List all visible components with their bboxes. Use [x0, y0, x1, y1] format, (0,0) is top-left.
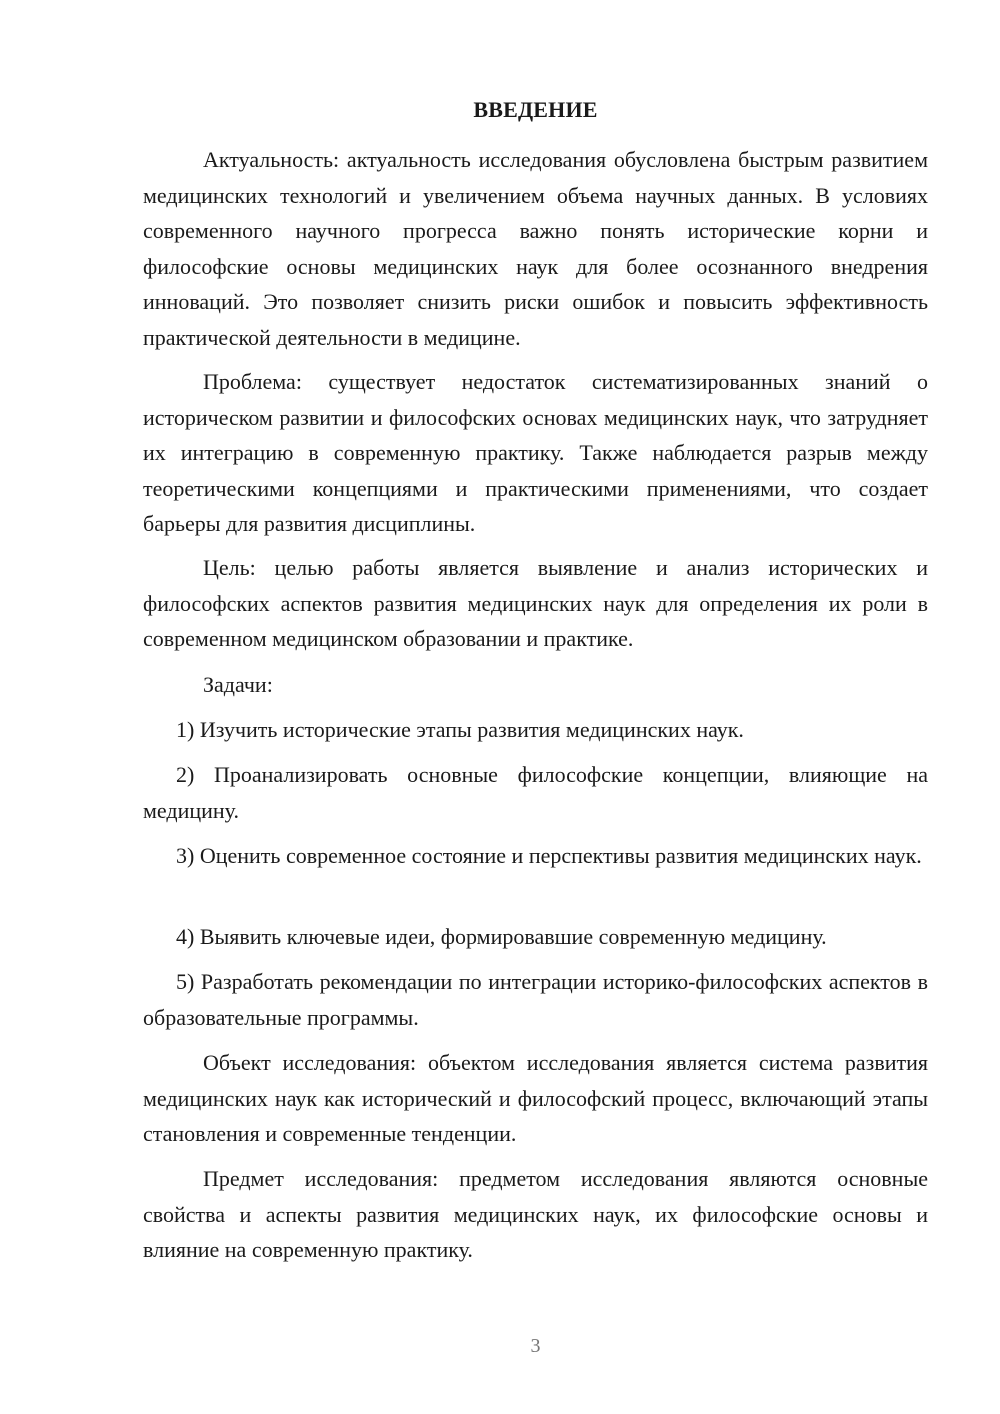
task-item-3: 3) Оценить современное состояние и перспективы развития медицинских наук. — [176, 843, 922, 868]
tasks-heading: Задачи: — [203, 672, 273, 697]
task-item-1: 1) Изучить исторические этапы развития медицинских наук. — [176, 717, 744, 742]
problem-paragraph: Проблема: существует недостаток систематизированных знаний о историческом развитии и философских основах медицинских наук, что затрудняет их интеграцию в современную практику. Также наблюдается разрыв между теоретическими концепциями и практическими применениями, что создает барьеры для развития дисциплины. — [143, 369, 928, 536]
document-page — [143, 0, 928, 1414]
goal-paragraph: Цель: целью работы является выявление и анализ исторических и философских аспектов развития медицинских наук для определения их роли в современном медицинском образовании и практике. — [143, 555, 928, 651]
object-paragraph: Объект исследования: объектом исследования является система развития медицинских наук как исторический и философский процесс, включающий этапы становления и современные тенденции. — [143, 1050, 928, 1146]
task-item-5: 5) Разработать рекомендации по интеграции историко-философских аспектов в образовательные программы. — [143, 969, 928, 1030]
subject-paragraph: Предмет исследования: предметом исследования являются основные свойства и аспекты развития медицинских наук, их философские основы и влияние на современную практику. — [143, 1166, 928, 1262]
relevance-paragraph: Актуальность: актуальность исследования обусловлена быстрым развитием медицинских технологий и увеличением объема научных данных. В условиях современного научного прогресса важно понять исторические корни и философские основы медицинских наук для более осознанного внедрения инноваций. Это позволяет снизить риски ошибок и повысить эффективность практической деятельности в медицине. — [143, 147, 928, 350]
task-item-2: 2) Проанализировать основные философские концепции, влияющие на медицину. — [143, 762, 928, 823]
task-item-4: 4) Выявить ключевые идеи, формировавшие современную медицину. — [176, 924, 827, 949]
page-number: 3 — [530, 1335, 541, 1357]
section-title: ВВЕДЕНИЕ — [473, 97, 598, 122]
